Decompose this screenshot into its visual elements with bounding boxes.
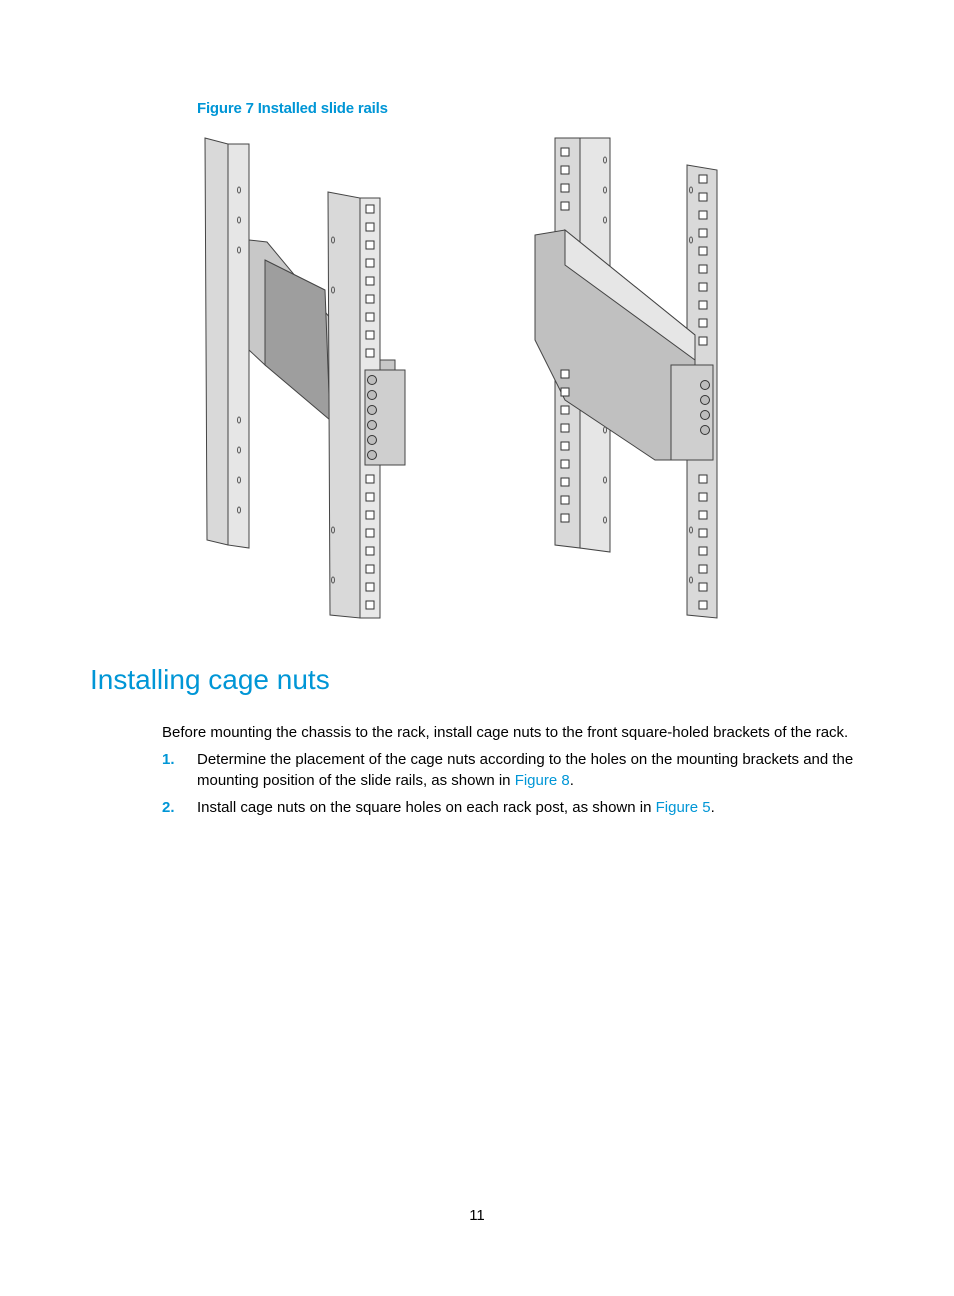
installed-slide-rails-illustration (195, 130, 735, 630)
intro-paragraph: Before mounting the chassis to the rack, install cage nuts to the front square-holed brackets of the rack. (162, 724, 849, 741)
page-number: 11 (469, 1207, 485, 1224)
step-number: 2. (162, 799, 175, 816)
figure-8-link[interactable]: Figure 8 (514, 772, 570, 789)
list-item (162, 797, 872, 818)
step-number: 1. (162, 751, 175, 768)
figure-caption: Figure 7 Installed slide rails (197, 100, 388, 117)
rear-rack-post-left (205, 138, 228, 545)
list-item (162, 749, 872, 791)
step-text: Determine the placement of the cage nuts according to the holes on the mounting brackets and the mounting position of the slide rails, as shown in Figure 8. (197, 751, 854, 789)
figure-5-link[interactable]: Figure 5 (655, 799, 711, 816)
section-heading: Installing cage nuts (90, 664, 330, 695)
front-rack-post-left (328, 192, 360, 618)
step-text: Install cage nuts on the square holes on each rack post, as shown in Figure 5. (197, 799, 715, 816)
